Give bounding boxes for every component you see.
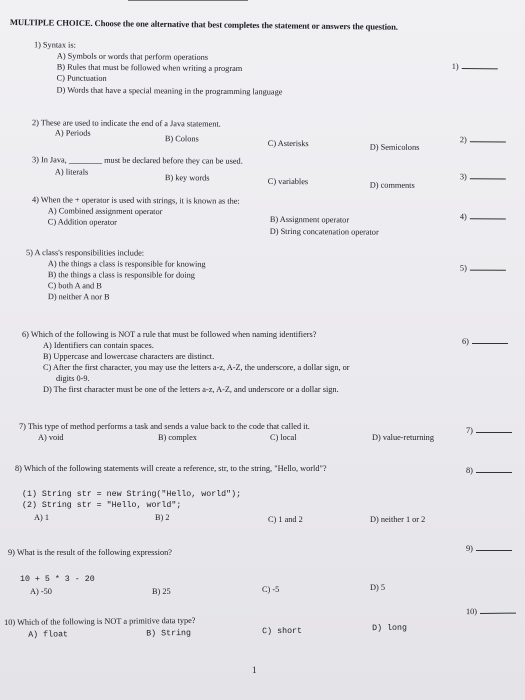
q9-choice-c: C) -5	[262, 585, 280, 594]
q3-choice-a: A) literals	[54, 167, 89, 177]
q1-choice-b: B) Rules that must be followed when writing a program	[56, 62, 243, 74]
q5-choice-a: A) the things a class is responsible for knowing	[47, 259, 206, 269]
q4-choice-b: B) Assignment operator	[269, 214, 350, 225]
q7-choice-a: A) void	[38, 433, 64, 442]
q10-choice-a: A) float	[28, 630, 69, 640]
q10-choice-c: C) short	[262, 626, 303, 637]
q1-choice-d: D) Words that have a special meaning in the programming language	[56, 85, 283, 97]
q9-answer-blank[interactable]: 9)	[466, 543, 512, 554]
q10-choice-d: D) long	[372, 623, 408, 634]
q7-choice-d: D) value-returning	[372, 433, 434, 442]
q1-choice-c: C) Punctuation	[56, 73, 107, 83]
q4-choice-c: C) Addition operator	[47, 217, 117, 227]
q9-choice-b: B) 25	[152, 587, 171, 596]
q6-answer-blank[interactable]: 6)	[462, 336, 508, 347]
q10-answer-blank[interactable]: 10)	[466, 606, 516, 618]
q6-choice-b: B) Uppercase and lowercase characters are distinct.	[43, 352, 215, 361]
q9-choice-a: A) -50	[30, 587, 52, 596]
q5-choice-b: B) the things a class is responsible for doing	[47, 270, 195, 280]
q10-choice-b: B) String	[146, 629, 192, 639]
q2-choice-c: C) Asterisks	[267, 138, 309, 149]
question-3-text: 3) In Java, ________ must be declared before they can be used.	[31, 155, 243, 166]
q6-choice-d: D) The first character must be one of the letters a-z, A-Z, and underscore or a dollar sign.	[43, 385, 339, 394]
question-8-text: 8) Which of the following statements will create a reference, str, to the string, "Hello, world"?	[15, 464, 327, 473]
question-4-text: 4) When the + operator is used with strings, it is known as the:	[31, 195, 240, 206]
q3-choice-b: B) key words	[164, 173, 210, 183]
question-5-text: 5) A class's responsibilities include:	[25, 248, 145, 258]
q4-choice-a: A) Combined assignment operator	[47, 206, 163, 217]
question-1-text: 1) Syntax is:	[33, 40, 76, 50]
q5-choice-c: C) both A and B	[47, 281, 102, 291]
q3-choice-c: C) variables	[267, 176, 309, 187]
q1-choice-a: A) Symbols or words that perform operations	[56, 51, 209, 62]
q3-answer-blank[interactable]: 3)	[460, 171, 506, 183]
q8-answer-blank[interactable]: 8)	[466, 465, 512, 476]
q8-code-line-2: (2) String str = "Hello, world";	[22, 501, 182, 510]
q5-choice-d: D) neither A nor B	[47, 292, 110, 302]
page-number: 1	[252, 665, 257, 675]
top-rule	[128, 0, 248, 1]
q5-answer-blank[interactable]: 5)	[460, 263, 506, 274]
q8-code-line-1: (1) String str = new String("Hello, world");	[22, 490, 242, 499]
q7-choice-c: C) local	[270, 433, 297, 442]
q2-choice-a: A) Periods	[54, 128, 91, 138]
q9-code-line: 10 + 5 * 3 - 20	[20, 575, 95, 584]
q8-choice-a: A) 1	[34, 513, 49, 522]
q2-answer-blank[interactable]: 2)	[460, 134, 506, 146]
question-9-text: 9) What is the result of the following expression?	[8, 548, 172, 557]
question-6-text: 6) Which of the following is NOT a rule that must be followed when naming identifiers?	[22, 330, 317, 339]
question-10-text: 10) Which of the following is NOT a primitive data type?	[3, 615, 196, 627]
q2-choice-d: D) Semicolons	[369, 142, 420, 152]
q9-choice-d: D) 5	[370, 583, 385, 592]
q4-choice-d: D) String concatenation operator	[269, 226, 379, 237]
q8-choice-b: B) 2	[155, 513, 170, 522]
q7-choice-b: B) complex	[158, 433, 197, 442]
q6-choice-c-cont: digits 0-9.	[56, 374, 90, 383]
instructions-header: MULTIPLE CHOICE. Choose the one alternative that best completes the statement or answers the question.	[9, 17, 398, 32]
q8-choice-d: D) neither 1 or 2	[370, 515, 426, 524]
q1-answer-blank[interactable]: 1)	[452, 61, 498, 73]
q2-choice-b: B) Colons	[164, 134, 199, 144]
q7-answer-blank[interactable]: 7)	[466, 425, 512, 436]
q3-choice-d: D) comments	[369, 180, 415, 190]
question-7-text: 7) This type of method performs a task and sends a value back to the code that called it.	[19, 422, 310, 431]
question-2-text: 2) These are used to indicate the end of a Java statement.	[31, 118, 221, 129]
q8-choice-c: C) 1 and 2	[268, 515, 303, 524]
q6-choice-a: A) Identifiers can contain spaces.	[43, 341, 154, 350]
q6-choice-c: C) After the first character, you may use the letters a-z, A-Z, the underscore, a dollar sign, or	[43, 363, 350, 372]
q4-answer-blank[interactable]: 4)	[460, 211, 506, 223]
